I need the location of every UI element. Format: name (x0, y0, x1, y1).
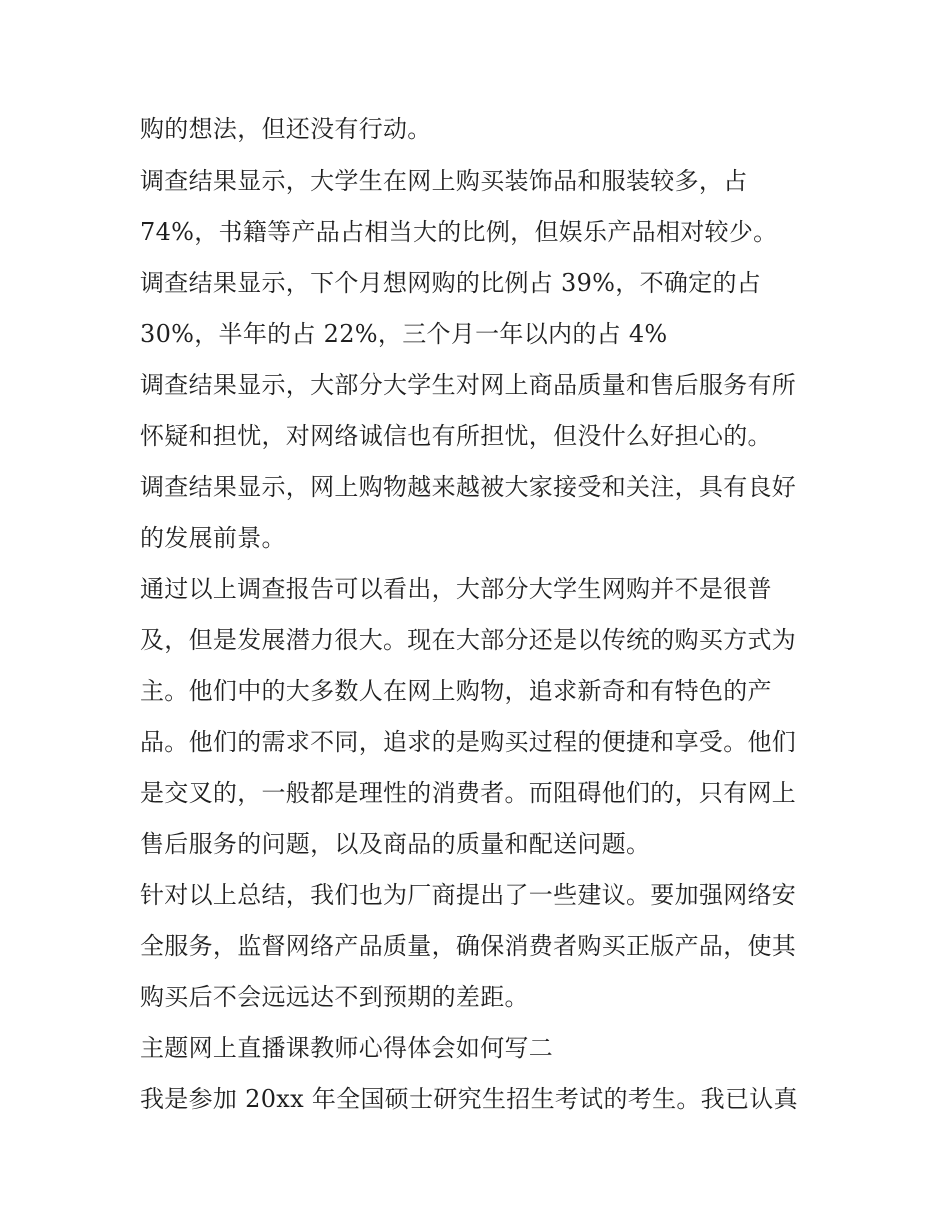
text-line: 怀疑和担忧，对网络诚信也有所担忧，但没什么好担心的。 (140, 422, 772, 450)
text-line: 74%，书籍等产品占相当大的比例，但娱乐产品相对较少。 (140, 218, 778, 246)
text-line: 调查结果显示，大学生在网上购买装饰品和服装较多，占 (140, 167, 748, 195)
text-line: 我是参加 20xx 年全国硕士研究生招生考试的考生。我已认真 (140, 1085, 798, 1113)
text-line: 调查结果显示，下个月想网购的比例占 39%，不确定的占 (140, 269, 762, 297)
text-line: 购买后不会远远达不到预期的差距。 (140, 983, 529, 1011)
text-line: 主。他们中的大多数人在网上购物，追求新奇和有特色的产 (140, 677, 772, 705)
section-heading: 主题网上直播课教师心得体会如何写二 (140, 1034, 554, 1062)
text-line: 针对以上总结，我们也为厂商提出了一些建议。要加强网络安 (140, 881, 797, 909)
text-line: 品。他们的需求不同，追求的是购买过程的便捷和享受。他们 (140, 728, 797, 756)
text-line: 30%，半年的占 22%，三个月一年以内的占 4% (140, 320, 668, 348)
text-line: 的发展前景。 (140, 524, 286, 552)
text-line: 调查结果显示，网上购物越来越被大家接受和关注，具有良好 (140, 473, 797, 501)
text-line: 及，但是发展潜力很大。现在大部分还是以传统的购买方式为 (140, 626, 797, 654)
text-line: 售后服务的问题，以及商品的质量和配送问题。 (140, 830, 651, 858)
text-line: 调查结果显示，大部分大学生对网上商品质量和售后服务有所 (140, 371, 797, 399)
text-line: 是交叉的，一般都是理性的消费者。而阻碍他们的，只有网上 (140, 779, 797, 807)
text-line: 购的想法，但还没有行动。 (140, 115, 432, 143)
text-line: 全服务，监督网络产品质量，确保消费者购买正版产品，使其 (140, 932, 797, 960)
text-line: 通过以上调查报告可以看出，大部分大学生网购并不是很普 (140, 575, 772, 603)
